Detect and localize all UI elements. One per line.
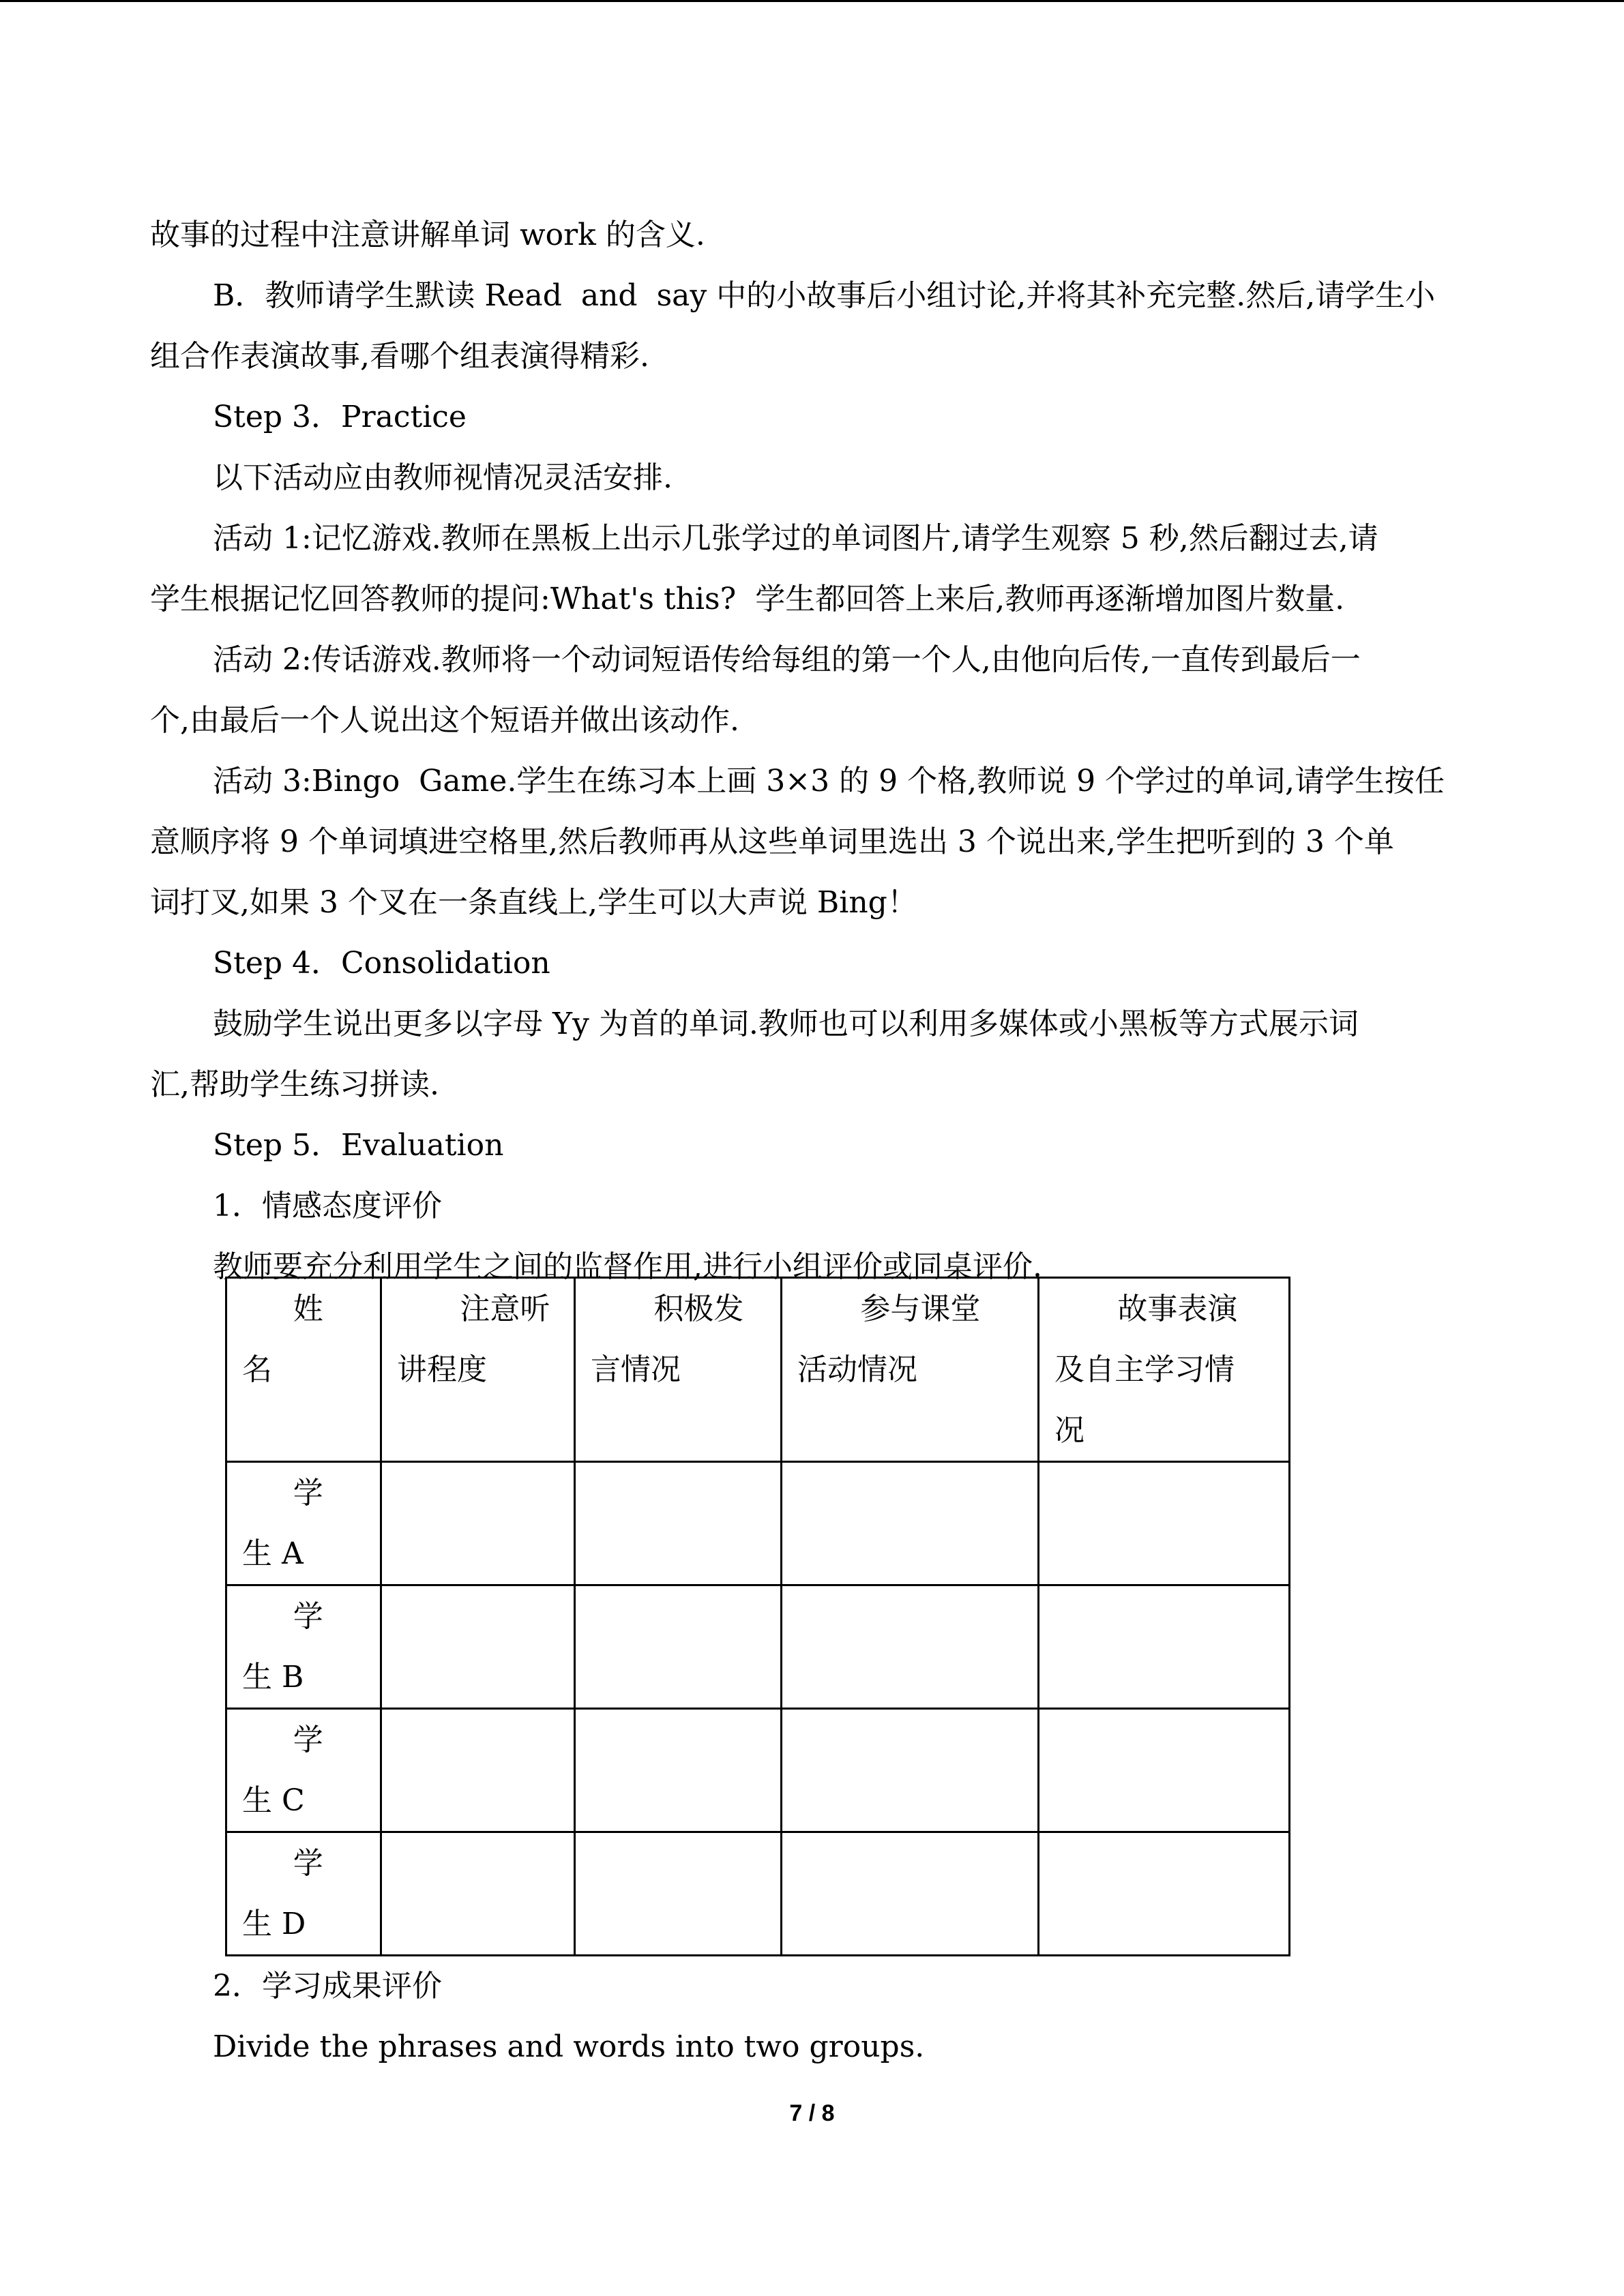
paragraph-line: 鼓励学生说出更多以字母 Yy 为首的单词.教师也可以利用多媒体或小黑板等方式展示词 [213,1007,1359,1041]
header-cell-speaking: 积极发 言情况 [575,1278,782,1462]
section-heading: 2．学习成果评价 [213,1969,442,2003]
step-heading: Step 5．Evaluation [213,1128,504,1163]
step-heading: Step 3．Practice [213,400,467,434]
paragraph-line: Divide the phrases and words into two groups. [213,2029,925,2064]
paragraph-line: 活动 2:传话游戏.教师将一个动词短语传给每组的第一个人,由他向后传,一直传到最后一 [213,642,1361,677]
paragraph-line: 活动 1:记忆游戏.教师在黑板上出示几张学过的单词图片,请学生观察 5 秒,然后翻过去,请 [213,521,1378,556]
table-cell [782,1462,1039,1585]
table-cell [381,1462,575,1585]
table-row [226,1462,1290,1585]
header-cell-participation: 参与课堂 活动情况 [782,1278,1039,1462]
table-row [226,1709,1290,1832]
paragraph-line: 教师要充分利用学生之间的监督作用,进行小组评价或同桌评价. [213,1249,1042,1284]
step-heading: Step 4．Consolidation [213,946,550,981]
section-heading: 1．情感态度评价 [213,1189,442,1223]
student-name-cell: 学 生 A [226,1462,381,1585]
document-body-continued [150,1956,1477,2077]
header-cell-name: 姓 名 [226,1278,381,1462]
table-cell [782,1832,1039,1956]
header-cell-listening: 注意听 讲程度 [381,1278,575,1462]
table-cell [1039,1462,1290,1585]
table-cell [1039,1585,1290,1709]
table-cell [381,1709,575,1832]
table-cell [782,1585,1039,1709]
table-cell [575,1832,782,1956]
paragraph-line: 组合作表演故事,看哪个组表演得精彩. [150,339,649,374]
table-cell [1039,1832,1290,1956]
paragraph-line: 活动 3:Bingo Game.学生在练习本上画 3×3 的 9 个格,教师说 9 个学过的单词,请学生按任 [213,764,1445,799]
page-number: 7 / 8 [789,2100,835,2126]
table-cell [381,1832,575,1956]
top-border-line [0,0,1624,2]
table-cell [782,1709,1039,1832]
table-header-row [226,1278,1290,1462]
paragraph-line: 个,由最后一个人说出这个短语并做出该动作. [150,703,739,738]
table-cell [381,1585,575,1709]
header-cell-performance: 故事表演 及自主学习情 况 [1039,1278,1290,1462]
student-name-cell: 学 生 B [226,1585,381,1709]
evaluation-table [225,1277,1290,1956]
table-cell [1039,1709,1290,1832]
table-cell [575,1709,782,1832]
paragraph-line: 故事的过程中注意讲解单词 work 的含义. [150,218,705,252]
table-row [226,1832,1290,1956]
table-cell [575,1462,782,1585]
paragraph-line: 汇,帮助学生练习拼读. [150,1067,439,1102]
paragraph-line: 意顺序将 9 个单词填进空格里,然后教师再从这些单词里选出 3 个说出来,学生把听到的 3 个单 [150,824,1394,859]
student-name-cell: 学 生 C [226,1709,381,1832]
table-cell [575,1585,782,1709]
document-body [150,205,1477,1297]
paragraph-line: 以下活动应由教师视情况灵活安排. [213,460,673,495]
paragraph-line: B．教师请学生默读 Read and say 中的小故事后小组讨论,并将其补充完整.然后,请学生小 [213,278,1436,313]
paragraph-line: 学生根据记忆回答教师的提问:What's this? 学生都回答上来后,教师再逐渐增加图片数量. [150,582,1345,616]
table-row [226,1585,1290,1709]
student-name-cell: 学 生 D [226,1832,381,1956]
paragraph-line: 词打叉,如果 3 个叉在一条直线上,学生可以大声说 Bing！ [150,885,917,920]
